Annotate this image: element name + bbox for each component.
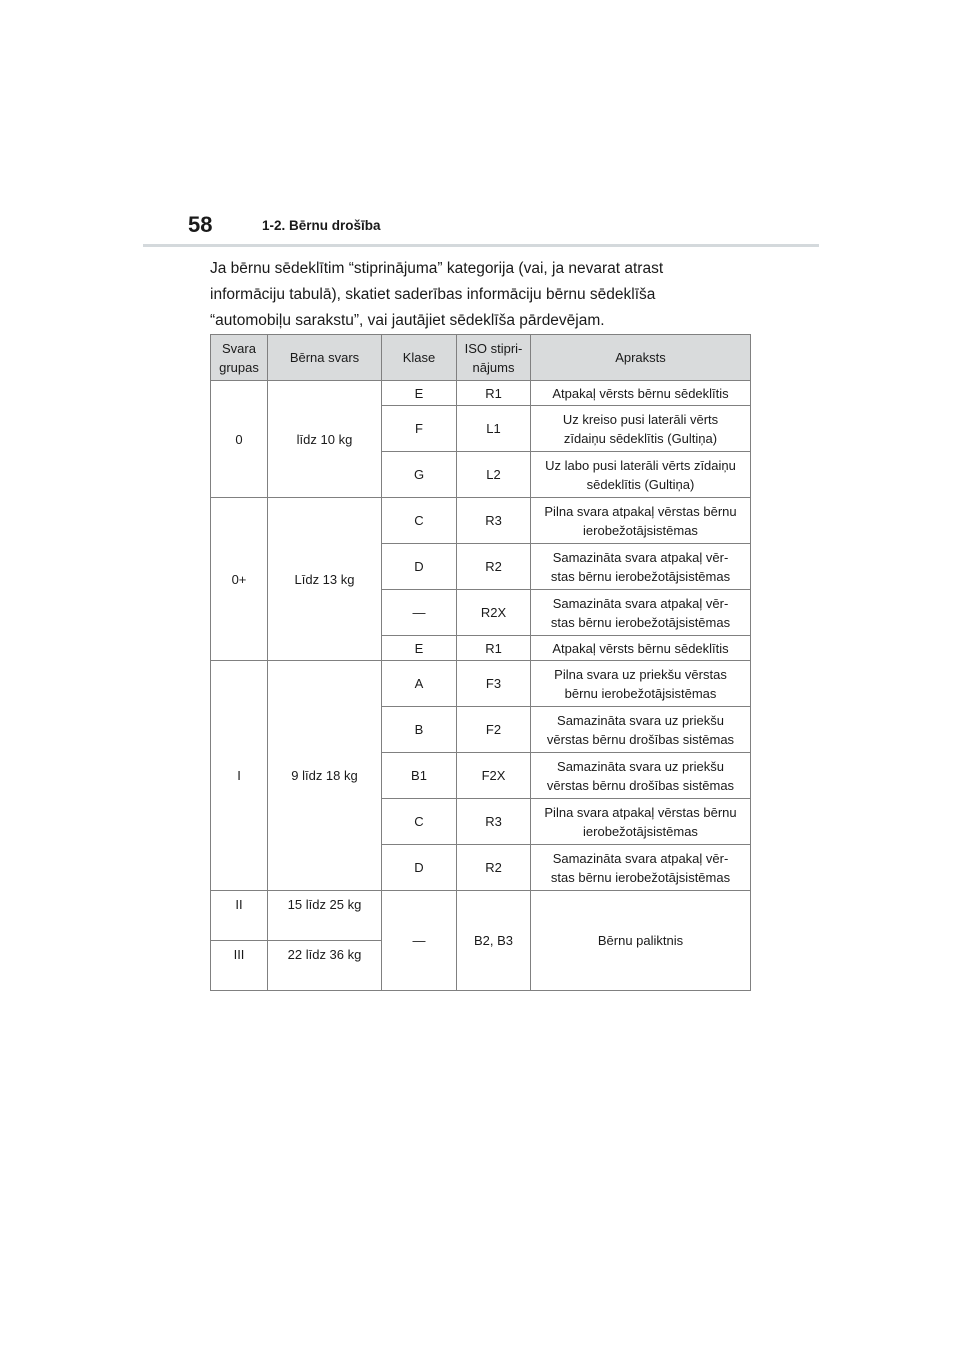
description-line: Pilna svara uz priekšu vērstas xyxy=(554,666,727,682)
iso-fixing-cell: R1 xyxy=(457,381,531,406)
class-cell: B xyxy=(382,707,457,753)
iso-fixing-cell: R2 xyxy=(457,544,531,590)
iso-fixing-cell: L2 xyxy=(457,452,531,498)
iso-fixing-cell: L1 xyxy=(457,406,531,452)
intro-line: Ja bērnu sēdeklītim “stiprinājuma” kategorija (vai, ja nevarat atrast xyxy=(210,260,664,277)
table-header-row xyxy=(211,335,751,381)
class-cell: D xyxy=(382,544,457,590)
description-line: Samazināta svara uz priekšu xyxy=(557,712,724,728)
table-row xyxy=(211,661,751,707)
description-cell xyxy=(531,590,751,636)
header-text: grupas xyxy=(219,359,259,375)
child-weight-cell: 15 līdz 25 kg xyxy=(268,891,382,941)
description-line: ierobežotājsistēmas xyxy=(583,823,698,839)
page-number: 58 xyxy=(188,212,213,237)
class-cell: F xyxy=(382,406,457,452)
weight-group-cell: I xyxy=(211,661,268,891)
weight-group-cell: 0 xyxy=(211,381,268,498)
description-line: stas bērnu ierobežotājsistēmas xyxy=(550,568,731,584)
header-child-weight: Bērna svars xyxy=(268,335,382,381)
header-description: Apraksts xyxy=(531,335,751,381)
iso-fixing-cell: R2 xyxy=(457,845,531,891)
description-cell xyxy=(531,753,751,799)
description-cell xyxy=(531,707,751,753)
description-cell xyxy=(531,381,751,406)
table-row xyxy=(211,891,751,941)
child-weight-cell: līdz 10 kg xyxy=(268,381,382,498)
description-line: Pilna svara atpakaļ vērstas bērnu xyxy=(544,503,737,519)
description-line: zīdaiņu sēdeklītis (Gultiņa) xyxy=(563,430,718,446)
section-title: 1-2. Bērnu drošība xyxy=(262,218,381,233)
class-cell: C xyxy=(382,498,457,544)
intro-line: informāciju tabulā), skatiet saderības informāciju bērnu sēdeklīša xyxy=(210,286,656,303)
class-cell: E xyxy=(382,381,457,406)
description-cell xyxy=(531,498,751,544)
class-cell: C xyxy=(382,799,457,845)
iso-fixing-cell: R1 xyxy=(457,636,531,661)
weight-group-cell: III xyxy=(211,941,268,991)
description-line: Atpakaļ vērsts bērnu sēdeklītis xyxy=(552,385,729,401)
header-class: Klase xyxy=(382,335,457,381)
iso-fixing-cell: F2X xyxy=(457,753,531,799)
description-line: Uz labo pusi laterāli vērts zīdaiņu xyxy=(545,457,736,473)
description-line: Atpakaļ vērsts bērnu sēdeklītis xyxy=(552,640,729,656)
description-line: vērstas bērnu drošības sistēmas xyxy=(546,777,735,793)
description-line: Pilna svara atpakaļ vērstas bērnu xyxy=(544,804,737,820)
child-weight-cell: Līdz 13 kg xyxy=(268,498,382,661)
description-cell xyxy=(531,845,751,891)
description-line: Samazināta svara atpakaļ vēr- xyxy=(552,549,729,565)
description-line: stas bērnu ierobežotājsistēmas xyxy=(550,869,731,885)
description-line: Samazināta svara atpakaļ vēr- xyxy=(552,850,729,866)
description-line: sēdeklītis (Gultiņa) xyxy=(586,476,695,492)
child-weight-cell: 22 līdz 36 kg xyxy=(268,941,382,991)
intro-line: “automobiļu sarakstu”, vai jautājiet sēdeklīša pārdevējam. xyxy=(210,312,605,329)
description-cell xyxy=(531,636,751,661)
compatibility-table xyxy=(210,334,751,991)
description-line: Samazināta svara atpakaļ vēr- xyxy=(552,595,729,611)
table-row xyxy=(211,381,751,406)
description-cell xyxy=(531,544,751,590)
class-cell: — xyxy=(382,590,457,636)
class-cell: B1 xyxy=(382,753,457,799)
iso-fixing-cell: R3 xyxy=(457,498,531,544)
iso-fixing-cell: R2X xyxy=(457,590,531,636)
iso-fixing-cell: B2, B3 xyxy=(457,891,531,991)
header-text: ISO stipri- xyxy=(464,340,523,356)
description-line: bērnu ierobežotājsistēmas xyxy=(564,685,717,701)
table-row xyxy=(211,498,751,544)
description-line: ierobežotājsistēmas xyxy=(583,522,698,538)
description-cell: Bērnu paliktnis xyxy=(531,891,751,991)
class-cell: D xyxy=(382,845,457,891)
class-cell: G xyxy=(382,452,457,498)
weight-group-cell: II xyxy=(211,891,268,941)
weight-group-cell: 0+ xyxy=(211,498,268,661)
header-text: Svara xyxy=(222,340,256,356)
description-line: vērstas bērnu drošības sistēmas xyxy=(546,731,735,747)
header-text: nājums xyxy=(472,359,515,375)
header-weight-group xyxy=(211,335,268,381)
iso-fixing-cell: R3 xyxy=(457,799,531,845)
description-line: Uz kreiso pusi laterāli vērts xyxy=(562,411,719,427)
description-cell xyxy=(531,406,751,452)
header-iso-fixing xyxy=(457,335,531,381)
child-weight-cell: 9 līdz 18 kg xyxy=(268,661,382,891)
iso-fixing-cell: F2 xyxy=(457,707,531,753)
description-line: Samazināta svara uz priekšu xyxy=(557,758,724,774)
class-cell: E xyxy=(382,636,457,661)
header-rule xyxy=(143,244,819,247)
class-cell: A xyxy=(382,661,457,707)
iso-fixing-cell: F3 xyxy=(457,661,531,707)
description-line: stas bērnu ierobežotājsistēmas xyxy=(550,614,731,630)
description-cell xyxy=(531,661,751,707)
intro-paragraph xyxy=(210,256,770,334)
description-cell xyxy=(531,452,751,498)
description-cell xyxy=(531,799,751,845)
table-body xyxy=(211,381,751,991)
class-cell: — xyxy=(382,891,457,991)
